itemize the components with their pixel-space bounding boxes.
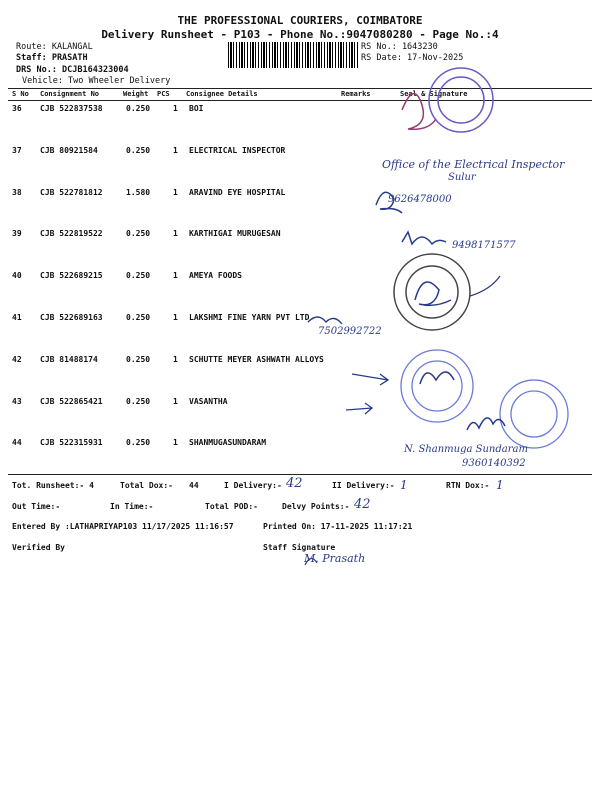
- row-consignment: CJB 522315931: [40, 438, 103, 447]
- row-sno: 38: [12, 188, 22, 197]
- drs-label: DRS No.: DCJB164323004: [16, 65, 129, 75]
- schutte-arrow: [352, 374, 388, 385]
- table-bottom-rule: [8, 474, 592, 475]
- signature-44: N. Shanmuga Sundaram: [404, 444, 528, 455]
- runsheet-subtitle: Delivery Runsheet - P103 - Phone No.:9047080280 - Page No.:4: [101, 28, 499, 41]
- col-pcs: PCS: [157, 90, 170, 98]
- row-consignment: CJB 522819522: [40, 229, 103, 238]
- row-sno: 39: [12, 229, 22, 238]
- route-label: Route: KALANGAL: [16, 42, 93, 52]
- ameya-arrow: [470, 276, 500, 296]
- row-sno: 42: [12, 355, 22, 364]
- row-consignment: CJB 81488174: [40, 355, 98, 364]
- row-sno: 43: [12, 397, 22, 406]
- staff-signature: M. Prasath: [304, 552, 366, 565]
- total-dox-label: Total Dox:-: [120, 481, 173, 490]
- row-sno: 37: [12, 146, 22, 155]
- row-consignee: AMEYA FOODS: [189, 271, 242, 280]
- schutte-stamp: [401, 350, 473, 422]
- row-weight: 0.250: [126, 146, 151, 155]
- electrical-inspector-stamp: Office of the Electrical Inspector: [382, 158, 565, 171]
- col-remarks: Remarks: [341, 90, 371, 98]
- row-pcs: 1: [173, 229, 178, 238]
- row-consignee: SCHUTTE MEYER ASHWATH ALLOYS: [189, 355, 324, 364]
- row-consignment: CJB 522689163: [40, 313, 103, 322]
- col-consignment: Consignment No: [40, 90, 100, 98]
- signature-41: [308, 317, 342, 324]
- out-time-label: Out Time:-: [12, 502, 61, 511]
- col-consignee: Consignee Details: [186, 90, 258, 98]
- rtn-dox-value: 1: [496, 478, 504, 492]
- row-weight: 0.250: [126, 438, 151, 447]
- phone-44: 9360140392: [462, 458, 526, 469]
- staff-signature-label: Staff Signature: [263, 543, 336, 552]
- col-seal-signature: Seal & Signature: [400, 90, 468, 98]
- row-consignee: SHANMUGASUNDARAM: [189, 438, 267, 447]
- row-pcs: 1: [173, 313, 178, 322]
- row-consignment: CJB 522837538: [40, 104, 103, 113]
- row-pcs: 1: [173, 188, 178, 197]
- in-time-label: In Time:-: [110, 502, 154, 511]
- row-pcs: 1: [173, 438, 178, 447]
- entered-by: Entered By :LATHAPRIYAP103 11/17/2025 11:16:57: [12, 522, 234, 531]
- advanced-systems-stamp: [500, 380, 568, 448]
- total-pod-label: Total POD:-: [205, 502, 258, 511]
- total-dox-value: 44: [189, 481, 199, 490]
- ameya-stamp: [394, 254, 470, 330]
- phone-41: 7502992722: [318, 326, 382, 337]
- rtn-dox-label: RTN Dox:-: [446, 481, 490, 490]
- row-pcs: 1: [173, 146, 178, 155]
- row-consignee: ARAVIND EYE HOSPITAL: [189, 188, 286, 197]
- row-weight: 0.250: [126, 271, 151, 280]
- rs-date: RS Date: 17-Nov-2025: [361, 53, 464, 63]
- row-sno: 41: [12, 313, 22, 322]
- row-weight: 1.580: [126, 188, 151, 197]
- col-sno: S No: [12, 90, 29, 98]
- row-weight: 0.250: [126, 229, 151, 238]
- signature-39: [402, 232, 446, 244]
- row-consignment: CJB 522781812: [40, 188, 103, 197]
- staff-label: Staff: PRASATH: [16, 53, 88, 63]
- row-sno: 40: [12, 271, 22, 280]
- row-consignee: BOI: [189, 104, 204, 113]
- schutte-signature: [420, 372, 454, 384]
- vasantha-arrow: [346, 403, 372, 414]
- row-consignee: KARTHIGAI MURUGESAN: [189, 229, 281, 238]
- row-pcs: 1: [173, 355, 178, 364]
- electrical-inspector-place: Sulur: [448, 172, 476, 183]
- vehicle-label: Vehicle: Two Wheeler Delivery: [22, 76, 171, 86]
- row-consignee: VASANTHA: [189, 397, 228, 406]
- page-title: THE PROFESSIONAL COURIERS, COIMBATORE: [177, 14, 423, 27]
- row-sno: 44: [12, 438, 22, 447]
- row-consignee: ELECTRICAL INSPECTOR: [189, 146, 286, 155]
- row-consignment: CJB 522689215: [40, 271, 103, 280]
- ameya-signature: [415, 282, 451, 305]
- boi-stamp: [429, 68, 493, 132]
- tot-runsheet: Tot. Runsheet:- 4: [12, 481, 94, 490]
- row-weight: 0.250: [126, 355, 151, 364]
- row-consignment: CJB 80921584: [40, 146, 98, 155]
- row-consignee: LAKSHMI FINE YARN PVT LTD: [189, 313, 310, 322]
- col-weight: Weight: [123, 90, 149, 98]
- i-delivery-value: 42: [286, 476, 303, 491]
- verified-by: Verified By: [12, 543, 65, 552]
- row-weight: 0.250: [126, 104, 151, 113]
- signature-43: [467, 418, 505, 430]
- row-sno: 36: [12, 104, 22, 113]
- ii-delivery-label: II Delivery:-: [332, 481, 395, 490]
- row-weight: 0.250: [126, 397, 151, 406]
- i-delivery-label: I Delivery:-: [224, 481, 282, 490]
- phone-38: 9626478000: [388, 194, 452, 205]
- printed-on: Printed On: 17-11-2025 11:17:21: [263, 522, 413, 531]
- rs-number: RS No.: 1643230: [361, 42, 438, 52]
- row-weight: 0.250: [126, 313, 151, 322]
- phone-39: 9498171577: [452, 240, 516, 251]
- row-pcs: 1: [173, 271, 178, 280]
- row-pcs: 1: [173, 104, 178, 113]
- delvy-points-label: Delvy Points:-: [282, 502, 350, 511]
- row-pcs: 1: [173, 397, 178, 406]
- row-consignment: CJB 522865421: [40, 397, 103, 406]
- ii-delivery-value: 1: [400, 478, 408, 492]
- delvy-points-value: 42: [354, 497, 371, 512]
